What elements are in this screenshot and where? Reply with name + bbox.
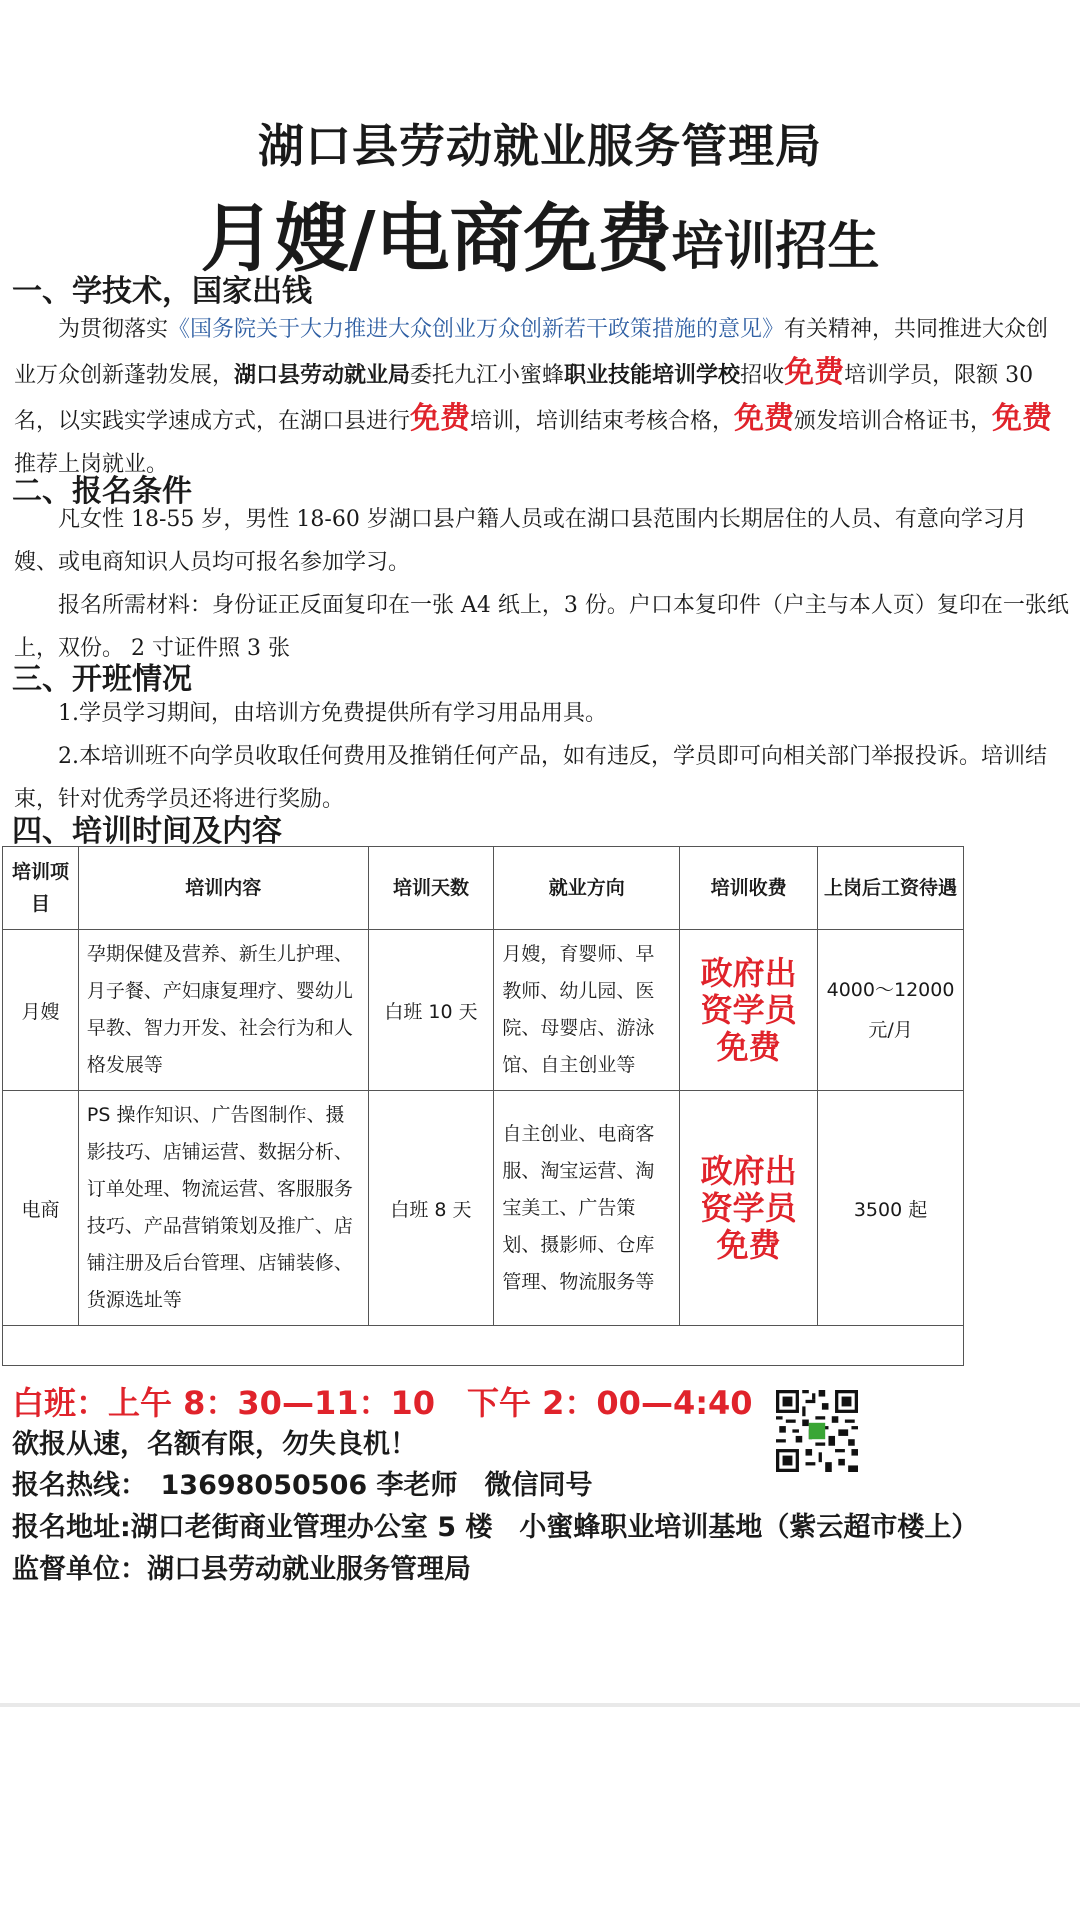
table-empty-row [3, 1326, 964, 1366]
section-2-para-1: 凡女性 18-55 岁，男性 18-60 岁湖口县户籍人员或在湖口县范围内长期居住的人员、有意向学习月嫂、或电商知识人员均可报名参加学习。 [14, 507, 1027, 575]
content-cell: 孕期保健及营养、新生儿护理、月子餐、产妇康复理疗、婴幼儿早教、智力开发、社会行为和人格发展等 [78, 930, 368, 1091]
s1-text: 为贯彻落实 [58, 317, 169, 342]
page-divider [0, 1703, 1080, 1707]
header-cell: 培训收费 [680, 847, 818, 930]
hotline-line: 报名热线： 13698050506 李老师 微信同号 [12, 1470, 593, 1501]
header-cell: 就业方向 [494, 847, 680, 930]
s1-text: 招收 [740, 363, 785, 388]
main-title-suffix: 培训招生 [671, 217, 880, 277]
salary-cell: 3500 起 [818, 1091, 964, 1326]
days-cell: 白班 8 天 [368, 1091, 494, 1326]
header-cell: 培训项目 [3, 847, 79, 930]
address-line: 报名地址:湖口老街商业管理办公室 5 楼 小蜜蜂职业培训基地（紫云超市楼上） [12, 1512, 979, 1543]
fee-cell: 政府出资学员免费 [680, 930, 818, 1091]
section-4-heading: 四、培训时间及内容 [12, 814, 282, 849]
empty-cell [3, 1326, 964, 1366]
header-cell: 培训天数 [368, 847, 494, 930]
header-cell: 培训内容 [78, 847, 368, 930]
qr-code-icon [776, 1390, 858, 1472]
s1-text: 培训，培训结束考核合格， [470, 409, 735, 434]
section-3-heading: 三、开班情况 [12, 662, 192, 697]
table-header-row [3, 847, 964, 930]
free-label: 免费 [734, 401, 795, 436]
direction-cell: 月嫂，育婴师、早教师、幼儿园、医院、母婴店、游泳馆、自主创业等 [494, 930, 680, 1091]
section-2-para-2: 报名所需材料：身份证正反面复印在一张 A4 纸上，3 份。户口本复印件（户主与本人页）复印在一张纸上，双份。 2 寸证件照 3 张 [14, 593, 1069, 661]
training-table [2, 846, 964, 1366]
main-title-large: 月嫂/电商免费 [200, 196, 672, 282]
content-cell: PS 操作知识、广告图制作、摄影技巧、店铺运营、数据分析、订单处理、物流运营、客服服务技巧、产品营销策划及推广、店铺注册及后台管理、店铺装修、货源选址等 [78, 1091, 368, 1326]
item-cell: 月嫂 [3, 930, 79, 1091]
s1-text: 颁发培训合格证书， [794, 409, 993, 434]
s1-text: 有关精神，共同推进大众创业万众创新蓬勃发展， [14, 317, 1049, 388]
fee-cell: 政府出资学员免费 [680, 1091, 818, 1326]
s1-text: 委托九江小蜜蜂 [410, 363, 565, 388]
s1-school: 职业技能培训学校 [564, 363, 741, 388]
item-cell: 电商 [3, 1091, 79, 1326]
org-title: 湖口县劳动就业服务管理局 [258, 119, 822, 173]
urgency-line: 欲报从速，名额有限，勿失良机！ [12, 1429, 417, 1460]
salary-cell: 4000～12000 元/月 [818, 930, 964, 1091]
section-3-para-2: 2.本培训班不向学员收取任何费用及推销任何产品，如有违反，学员即可向相关部门举报投诉。培训结束，针对优秀学员还将进行奖励。 [14, 744, 1047, 812]
days-cell: 白班 10 天 [368, 930, 494, 1091]
section-1-heading: 一、学技术，国家出钱 [12, 274, 312, 309]
header-cell: 上岗后工资待遇 [818, 847, 964, 930]
s1-text: 推荐上岗就业。 [14, 452, 169, 477]
direction-cell: 自主创业、电商客服、淘宝运营、淘宝美工、广告策划、摄影师、仓库管理、物流服务等 [494, 1091, 680, 1326]
free-label: 免费 [784, 355, 845, 390]
s1-org: 湖口县劳动就业局 [234, 363, 411, 388]
section-2-heading: 二、报名条件 [12, 474, 192, 509]
policy-title-link: 《国务院关于大力推进大众创业万众创新若干政策措施的意见》 [168, 317, 785, 342]
table-row [3, 930, 964, 1091]
free-label: 免费 [992, 401, 1053, 436]
class-schedule: 白班：上午 8：30—11：10 下午 2：00—4:40 [12, 1384, 753, 1422]
free-label: 免费 [410, 401, 471, 436]
section-1-body [14, 308, 1070, 486]
section-3-para-1: 1.学员学习期间，由培训方免费提供所有学习用品用具。 [58, 701, 607, 726]
table-row [3, 1091, 964, 1326]
supervisor-line: 监督单位：湖口县劳动就业服务管理局 [12, 1554, 471, 1585]
s1-text: 培训学员，限额 30 名，以实践实学速成方式，在湖口县进行 [14, 363, 1034, 434]
